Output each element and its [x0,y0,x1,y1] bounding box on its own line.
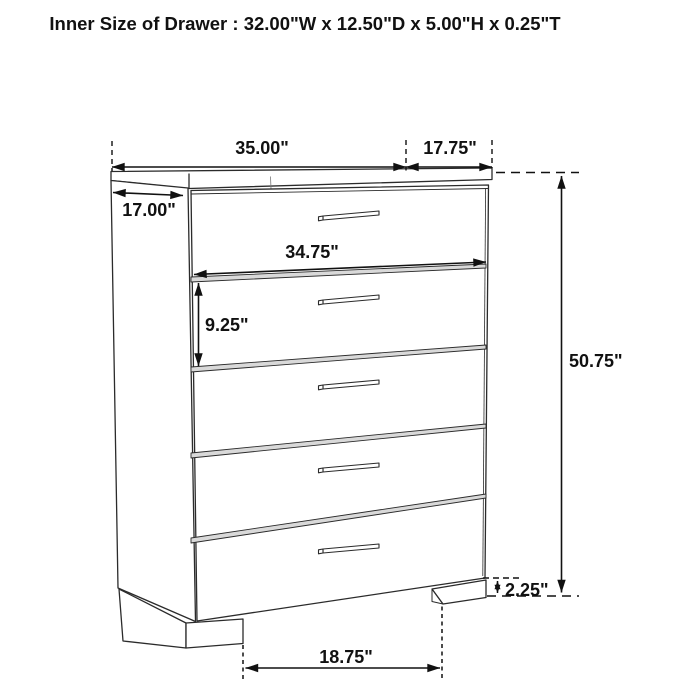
dim-label-drawer-height: 9.25" [205,315,249,335]
dim-label-leg-span: 18.75" [319,647,373,667]
dim-label-top-depth: 17.75" [423,138,477,158]
top-panel-seam [271,177,272,189]
dim-label-top-width: 35.00" [235,138,289,158]
dim-label-drawer-width: 34.75" [285,242,339,262]
left-leg-front-face [186,619,243,648]
chest-drawing [111,168,492,648]
dim-label-side-depth: 17.00" [122,200,176,220]
dim-label-total-height: 50.75" [569,351,623,371]
dim-label-leg-height: 2.25" [505,580,549,600]
chest-front-face [191,185,489,621]
page-title: Inner Size of Drawer : 32.00"W x 12.50"D x 5.00"H x 0.25"T [49,13,561,34]
chest-side-panel [111,181,196,622]
